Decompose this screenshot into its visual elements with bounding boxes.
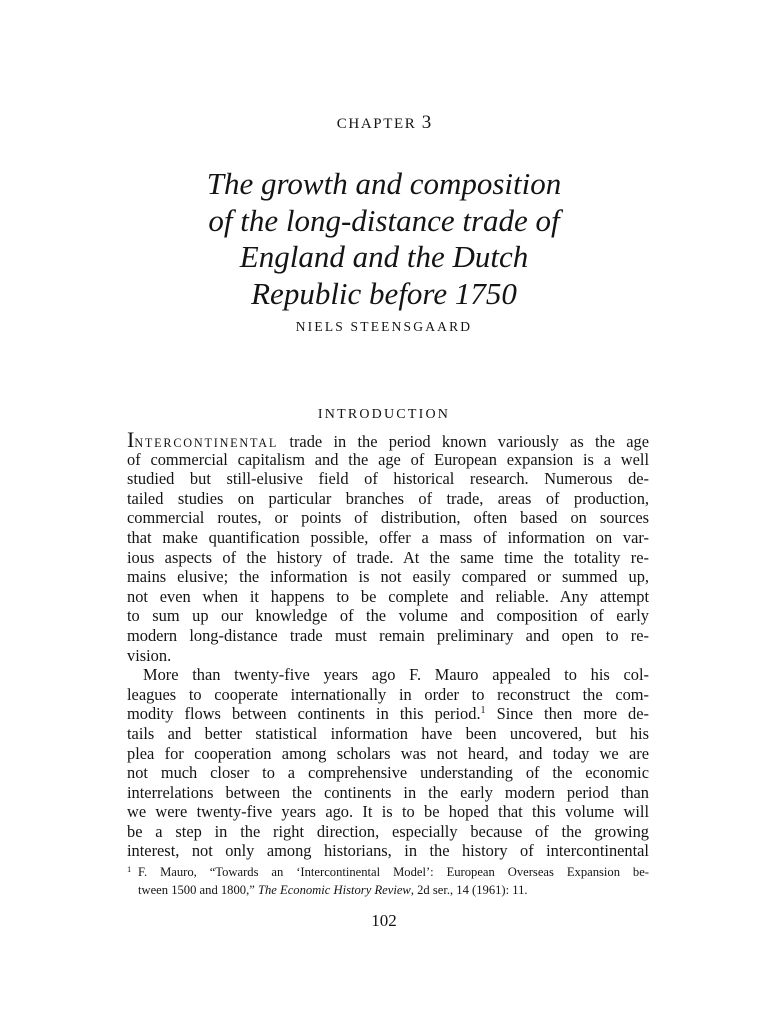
section-heading: INTRODUCTION [317,407,451,422]
body-text [127,427,649,861]
paragraph-line: modern long-distance trade must remain preliminary and open to re- [127,625,649,645]
paragraph-line: interrelations between the continents in the early modern period than [127,782,649,802]
footnote-line [127,861,649,882]
paragraph-line: tails and better statistical information have been uncovered, but his [127,723,649,743]
footnote-text: tween 1500 and 1800,” [138,882,258,897]
footnote [127,861,649,899]
paragraph-line: that make quantification possible, offer a mass of information on var- [127,527,649,547]
paragraph-line [127,427,649,452]
chapter-title [0,166,768,312]
paragraph-line: tailed studies on particular branches of trade, areas of production, [127,488,649,508]
paragraph-line: of commercial capitalism and the age of European expansion is a well [127,449,649,469]
paragraph-line: we were twenty-five years ago. It is to be hoped that this volume will [127,802,649,822]
chapter-title-line: The growth and composition [206,166,562,201]
footnote-text: F. Mauro, “Towards an ‘Intercontinental Model’: European Overseas Expansion be- [138,865,649,879]
paragraph-line: leagues to cooperate internationally in order to reconstruct the com- [127,684,649,704]
paragraph-line: mains elusive; the information is not easily compared or summed up, [127,567,649,587]
paragraph-line: vision. [127,645,172,665]
footnote-text: , 2d ser., 14 (1961): 11. [410,882,528,897]
paragraph-text: modity flows between continents in this period. [127,704,481,724]
chapter-title-line: Republic before 1750 [251,275,517,311]
paragraph-line [127,704,649,724]
footnote-marker: 1 [127,864,132,874]
chapter-heading [0,112,768,134]
chapter-title-line: England and the Dutch [239,239,529,274]
journal-title: The Economic History Review [257,882,411,897]
paragraph-line: be a step in the right direction, especially because of the growing [127,821,649,841]
chapter-label: CHAPTER [336,116,417,132]
paragraph-text: trade in the period known variously as the age [278,432,649,451]
paragraph-line: plea for cooperation among scholars was not heard, and today we are [127,743,649,763]
chapter-title-line: of the long-distance trade of [208,202,560,238]
footnote-line [127,882,649,900]
paragraph-line: commercial routes, or points of distribution, often based on sources [127,508,649,528]
paragraph-line: to sum up our knowledge of the volume and composition of early [127,606,649,626]
paragraph-text: Since then more de- [485,704,649,724]
author-name: NIELS STEENSGAARD [295,319,473,334]
paragraph-line: interest, not only among historians, in the history of intercontinental [127,841,649,861]
paragraph-line: More than twenty-five years ago F. Mauro appealed to his col- [143,665,649,685]
paragraph-line: ious aspects of the history of trade. At the same time the totality re- [127,547,649,567]
paragraph-line: not much closer to a comprehensive understanding of the economic [127,763,649,783]
paragraph-line: not even when it happens to be complete and reliable. Any attempt [127,586,649,606]
footnote-reference: 1 [480,705,486,717]
small-caps-lead: NTERCONTINENTAL [134,436,279,450]
drop-cap: I [127,427,135,452]
chapter-number: 3 [421,112,432,133]
page-number: 102 [371,911,397,930]
paragraph-line: studied but still-elusive field of historical research. Numerous de- [127,469,649,489]
